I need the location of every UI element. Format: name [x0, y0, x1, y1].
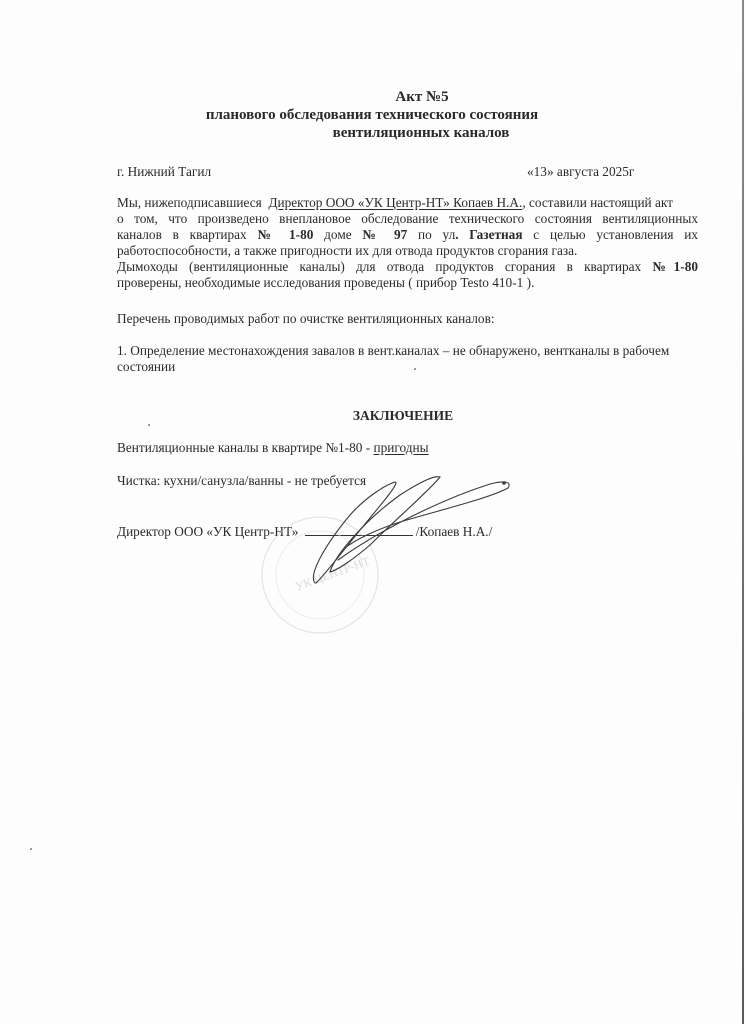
signature-line	[305, 523, 413, 536]
work-item-line1: 1. Определение местонахождения завалов в вент.каналах – не обнаружено, вентканалы в рабочем	[117, 343, 670, 358]
scan-speck	[414, 368, 416, 370]
para1-l3-c: доме	[324, 227, 352, 242]
para1-line2: о том, что произведено внеплановое обследование технического состояния вентиляционных	[117, 211, 698, 226]
para2-line1	[117, 259, 698, 275]
cleaning-status: Чистка: кухни/санузла/ванны - не требуется	[117, 473, 367, 488]
document-title: Акт №5	[395, 89, 449, 105]
date: «13» августа 2025г	[527, 164, 635, 179]
scan-speck	[148, 424, 150, 426]
scan-speck	[30, 848, 32, 850]
para1-prefix: Мы, нижеподписавшиеся	[117, 195, 262, 210]
conclusion-text	[117, 440, 429, 456]
para2-l1-a: Дымоходы (вентиляционные каналы) для отвода продуктов сгорания в квартирах	[117, 259, 642, 274]
signature-role: Директор ООО «УК Центр-НТ»	[117, 524, 299, 539]
signature-block	[117, 523, 492, 540]
signature-name: /Копаев Н.А./	[415, 524, 493, 539]
stamp-text: УК ЦЕНТР-НТ	[293, 553, 372, 594]
para1-l3-a: каналов в квартирах	[117, 227, 247, 242]
para1-l3-e: по ул	[418, 227, 456, 242]
works-heading: Перечень проводимых работ по очистке вентиляционных каналов:	[117, 311, 495, 326]
conclusion-heading: ЗАКЛЮЧЕНИЕ	[352, 408, 454, 423]
para1-l3-g: с целью установления их	[533, 227, 699, 242]
work-item-line2: состоянии	[117, 359, 176, 374]
house-number: № 97	[362, 227, 408, 242]
conclusion-status: пригодны	[373, 440, 429, 455]
signatory: Директор ООО «УК Центр-НТ» Копаев Н.А.	[268, 195, 523, 210]
para2-line2: проверены, необходимые исследования проведены ( прибор Testo 410-1 ).	[117, 275, 535, 290]
document-subtitle-line1: планового обследования технического состояния	[205, 107, 539, 123]
scan-edge-border	[742, 0, 744, 1024]
para1-line3	[117, 227, 698, 243]
apartments-range: № 1-80	[257, 227, 314, 242]
document-subtitle-line2: вентиляционных каналов	[332, 125, 510, 141]
para1-suffix: , составили настоящий акт	[522, 195, 673, 210]
conclusion-prefix: Вентиляционные каналы в квартире №1-80 -	[117, 440, 374, 455]
street-name: . Газетная	[455, 227, 523, 242]
para2-apartments: №1-80	[652, 259, 699, 274]
city: г. Нижний Тагил	[117, 164, 212, 179]
para1-line4: работоспособности, а также пригодности их для отвода продуктов сгорания газа.	[117, 243, 578, 258]
para1-line1	[117, 195, 673, 211]
